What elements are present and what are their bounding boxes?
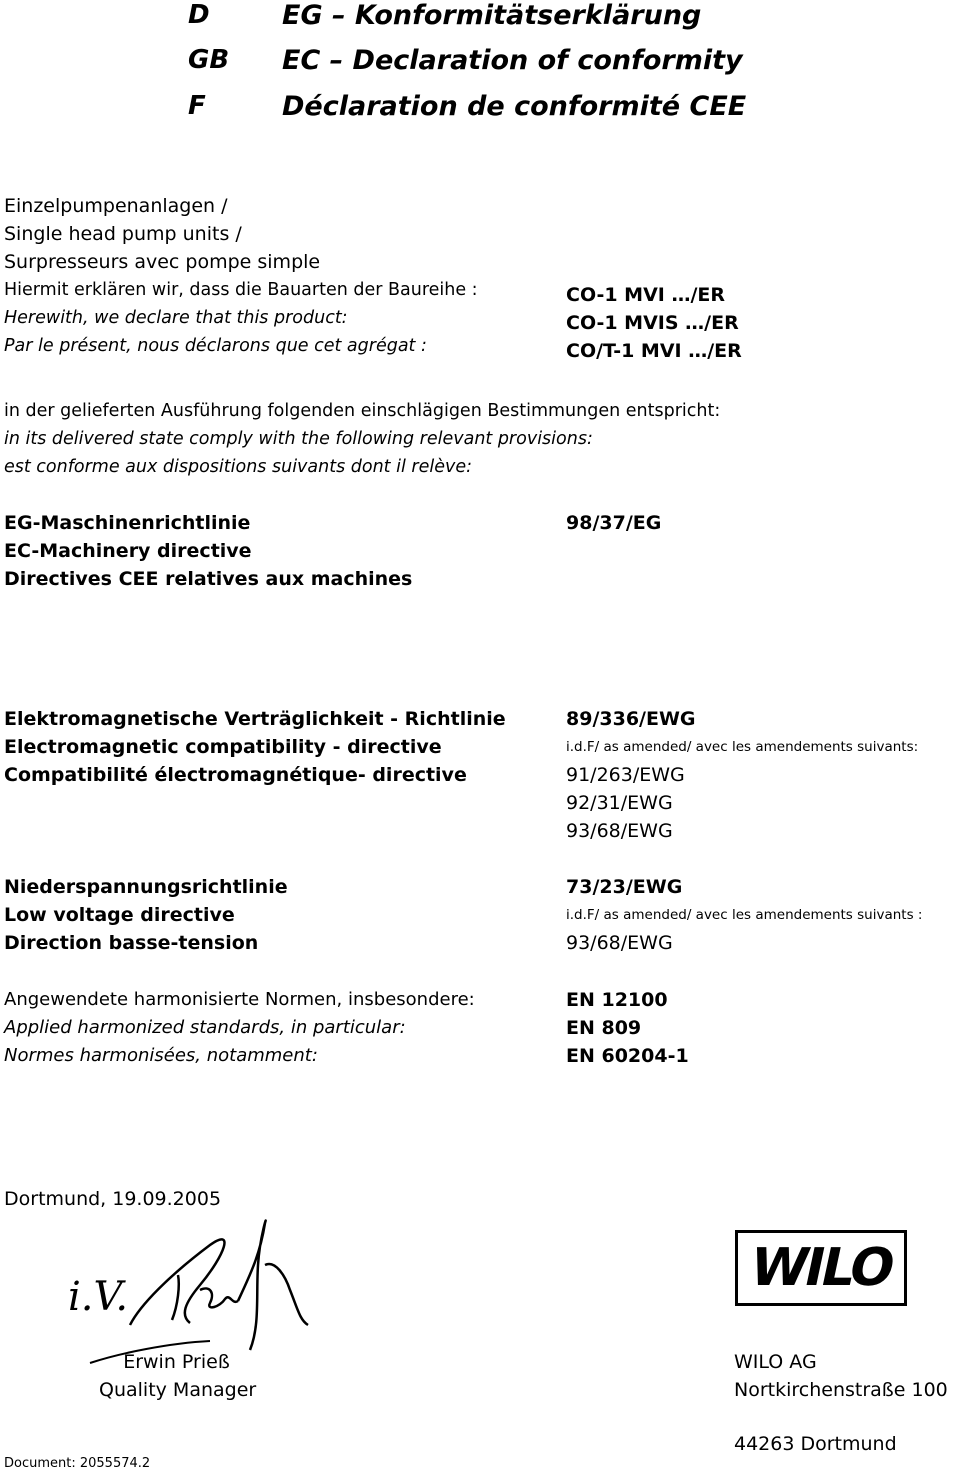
standards-values <box>566 986 689 1070</box>
machinery-directive-names <box>4 509 412 593</box>
machinery-directive-code: 98/37/EG <box>566 512 662 534</box>
emc-directive-codes <box>566 705 918 845</box>
product-type-de: Einzelpumpenanlagen / <box>4 195 228 217</box>
standards-label-de: Angewendete harmonisierte Normen, insbesondere: <box>4 989 475 1010</box>
model-list <box>566 281 742 365</box>
directive-name: Compatibilité électromagnétique- directive <box>4 764 467 786</box>
amendment-code: 93/68/EWG <box>566 932 673 954</box>
directive-name: Direction basse-tension <box>4 932 259 954</box>
compliance-fr: est conforme aux dispositions suivants dont il relève: <box>4 457 472 477</box>
lowvoltage-directive-codes <box>566 873 922 957</box>
standards-label-gb: Applied harmonized standards, in particular: <box>4 1017 406 1038</box>
amendment-code: 92/31/EWG <box>566 792 673 814</box>
directive-code: 89/336/EWG <box>566 708 696 730</box>
company-city: 44263 Dortmund <box>734 1433 897 1455</box>
compliance-statement <box>4 397 720 481</box>
signatory-name: Erwin Prieß <box>123 1351 230 1373</box>
directive-code: 73/23/EWG <box>566 876 683 898</box>
model-item: CO-1 MVI …/ER <box>566 284 726 306</box>
company-street: Nortkirchenstraße 100 <box>734 1379 948 1401</box>
company-address <box>734 1348 948 1458</box>
amended-note: i.d.F/ as amended/ avec les amendements suivants: <box>566 739 919 755</box>
compliance-gb: in its delivered state comply with the following relevant provisions: <box>4 429 593 449</box>
standards-label-fr: Normes harmonisées, notamment: <box>4 1045 318 1066</box>
signatory <box>99 1348 257 1404</box>
signature-initials: i.V. <box>68 1274 129 1320</box>
wilo-logo-text: WILO <box>744 1238 898 1298</box>
lang-code-de: D <box>188 0 210 30</box>
product-type-fr: Surpresseurs avec pompe simple <box>4 251 321 273</box>
signatory-title: Quality Manager <box>99 1379 257 1401</box>
document-number: Document: 2055574.2 <box>4 1456 151 1471</box>
title-gb: EC – Declaration of conformity <box>282 45 743 76</box>
product-type <box>4 192 478 360</box>
standard-item: EN 809 <box>566 1017 642 1039</box>
directive-name: Niederspannungsrichtlinie <box>4 876 288 898</box>
product-type-gb: Single head pump units / <box>4 223 242 245</box>
declare-gb: Herewith, we declare that this product: <box>4 308 348 328</box>
directive-name: Elektromagnetische Verträglichkeit - Richtlinie <box>4 708 506 730</box>
standard-item: EN 60204-1 <box>566 1045 689 1067</box>
lowvoltage-directive-names <box>4 873 288 957</box>
place-date: Dortmund, 19.09.2005 <box>4 1188 222 1210</box>
amendment-code: 91/263/EWG <box>566 764 685 786</box>
directive-name: Directives CEE relatives aux machines <box>4 568 413 590</box>
compliance-de: in der gelieferten Ausführung folgenden einschlägigen Bestimmungen entspricht: <box>4 401 721 421</box>
amended-note: i.d.F/ as amended/ avec les amendements suivants : <box>566 907 923 923</box>
declare-fr: Par le présent, nous déclarons que cet agrégat : <box>4 336 427 356</box>
model-item: CO-1 MVIS …/ER <box>566 312 739 334</box>
standard-item: EN 12100 <box>566 989 668 1011</box>
amendment-code: 93/68/EWG <box>566 820 673 842</box>
model-item: CO/T-1 MVI …/ER <box>566 340 742 362</box>
declare-de: Hiermit erklären wir, dass die Bauarten der Baureihe : <box>4 280 478 300</box>
lang-code-fr: F <box>188 91 206 121</box>
lang-code-gb: GB <box>188 45 230 75</box>
emc-directive-names <box>4 705 506 789</box>
standards-labels <box>4 986 475 1070</box>
directive-name: Low voltage directive <box>4 904 235 926</box>
title-fr: Déclaration de conformité CEE <box>282 91 747 122</box>
signature-image <box>60 1215 320 1365</box>
wilo-logo <box>735 1230 907 1306</box>
title-de: EG – Konformitätserklärung <box>282 0 702 31</box>
company-name: WILO AG <box>734 1351 817 1373</box>
directive-name: Electromagnetic compatibility - directive <box>4 736 442 758</box>
directive-name: EC-Machinery directive <box>4 540 252 562</box>
directive-name: EG-Maschinenrichtlinie <box>4 512 251 534</box>
